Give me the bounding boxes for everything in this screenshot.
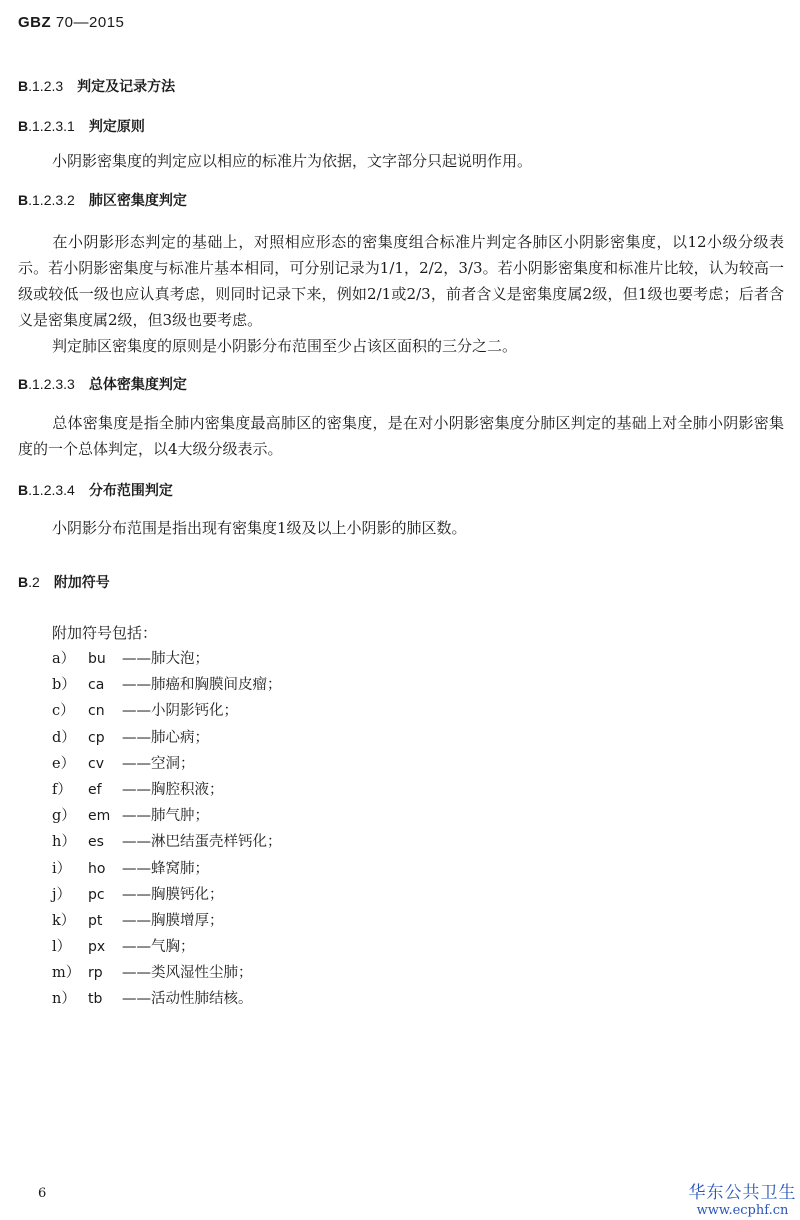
paragraph-judgment-principle (18, 148, 784, 174)
section-title: 肺区密集度判定 (88, 193, 187, 209)
symbol-description: ——气胸； (122, 939, 195, 956)
symbol-description: ——类风湿性尘肺； (122, 965, 253, 982)
symbol-description: ——胸腔积液； (122, 781, 224, 798)
list-item (52, 725, 282, 751)
paragraph-lung-zone-principle (18, 333, 784, 359)
symbol-description: ——活动性肺结核。 (122, 991, 253, 1008)
list-item (52, 829, 282, 855)
symbol-code: pt (88, 912, 103, 929)
symbol-code: rp (88, 965, 103, 982)
site-watermark (685, 1178, 800, 1218)
symbol-code: ho (88, 860, 106, 877)
symbol-description: ——肺癌和胸膜间皮瘤； (122, 677, 282, 694)
list-item-label: b） (52, 677, 76, 694)
section-prefix: B (18, 192, 29, 208)
symbol-code: tb (88, 991, 103, 1008)
symbol-description: ——胸膜钙化； (122, 886, 224, 903)
list-item (52, 960, 282, 986)
paragraph-text: 小阴影密集度的判定应以相应的标准片为依据，文字部分只起说明作用。 (52, 152, 533, 170)
symbol-description: ——小阴影钙化； (122, 703, 238, 720)
paragraph-text: 判定肺区密集度的原则是小阴影分布范围至少占该区面积的三分之二。 (52, 337, 518, 355)
symbol-code: cp (88, 729, 105, 746)
section-prefix: B (18, 376, 29, 392)
document-header (18, 14, 124, 31)
section-title: 判定原则 (88, 119, 145, 135)
list-item-label: e） (52, 755, 76, 772)
symbol-code: pc (88, 886, 105, 903)
list-item (52, 751, 282, 777)
section-heading-1-2-3-1: B.1.2.3.1 判定原则 (18, 118, 145, 135)
section-number: 2 (32, 574, 40, 590)
watermark-url: www.ecphf.cn (696, 1203, 789, 1218)
symbol-code: px (88, 939, 106, 956)
standard-code: GBZ (18, 14, 52, 31)
list-item-label: n） (52, 991, 76, 1008)
list-item (52, 908, 282, 934)
symbol-description: ——淋巴结蛋壳样钙化； (122, 834, 282, 851)
section-heading-1-2-3-3: B.1.2.3.3 总体密集度判定 (18, 376, 187, 393)
list-item-label: d） (52, 729, 76, 746)
symbol-description: ——胸膜增厚； (122, 912, 224, 929)
symbol-code: em (88, 808, 111, 825)
section-title: 分布范围判定 (88, 483, 173, 499)
section-prefix: B (18, 78, 29, 94)
standard-number: 70—2015 (55, 14, 125, 31)
list-item-label: k） (52, 912, 76, 929)
section-prefix: B (18, 574, 29, 590)
list-item (52, 986, 282, 1012)
list-item-label: a） (52, 651, 76, 667)
list-item (52, 698, 282, 724)
section-number: 1.2.3.2 (32, 192, 75, 208)
paragraph-text: 小阴影分布范围是指出现有密集度1级及以上小阴影的肺区数。 (52, 519, 467, 537)
paragraph-symbols-intro (52, 620, 752, 646)
paragraph-text: 附加符号包括： (52, 624, 158, 642)
symbol-code: cn (88, 703, 105, 720)
list-item (52, 934, 282, 960)
paragraph-overall-density (18, 410, 784, 462)
list-item-label: f） (52, 781, 72, 798)
watermark-site-name: 华东公共卫生 (688, 1183, 797, 1203)
list-item (52, 856, 282, 882)
symbol-code: es (88, 834, 104, 851)
section-number: 1.2.3.1 (32, 118, 75, 134)
list-item-label: j） (52, 886, 71, 903)
section-heading-1-2-3-4: B.1.2.3.4 分布范围判定 (18, 482, 173, 499)
list-item-label: m） (52, 965, 81, 982)
list-item-label: i） (52, 860, 72, 877)
list-item (52, 882, 282, 908)
section-heading-1-2-3: B.1.2.3 判定及记录方法 (18, 78, 176, 95)
symbol-description: ——蜂窝肺； (122, 860, 209, 877)
paragraph-distribution-range (18, 515, 784, 541)
section-number: 1.2.3 (32, 78, 64, 94)
list-item-label: g） (52, 808, 76, 825)
section-prefix: B (18, 118, 29, 134)
symbol-description: ——肺大泡； (122, 651, 209, 667)
section-title: 总体密集度判定 (88, 377, 187, 393)
section-number: 1.2.3.4 (32, 482, 75, 498)
section-heading-1-2-3-2: B.1.2.3.2 肺区密集度判定 (18, 192, 187, 209)
section-title: 判定及记录方法 (77, 79, 176, 95)
list-item (52, 646, 282, 672)
paragraph-text: 在小阴影形态判定的基础上，对照相应形态的密集度组合标准片判定各肺区小阴影密集度，以12小级分级表示。若小阴影密集度与标准片基本相同，可分别记录为1/1，2/2，3/3。若小阴影密集度和标准片比较，认为较高一级或较低一级也应认真考虑，则同时记录下来，例如2/1或2/3，前者含义是密集度属2级，但1级也要考虑；后者含义是密集度属2级，但3级也要考虑。 (18, 233, 784, 329)
list-item (52, 803, 282, 829)
section-heading-b-2: B.2 附加符号 (18, 574, 110, 591)
symbol-description: ——空洞； (122, 755, 195, 772)
symbol-code: bu (88, 651, 106, 667)
symbol-code: cv (88, 755, 104, 772)
section-title: 附加符号 (53, 575, 110, 591)
list-item-label: c） (52, 703, 75, 720)
symbol-code: ca (88, 677, 105, 694)
symbol-description: ——肺心病； (122, 729, 209, 746)
page-number: 6 (38, 1186, 47, 1201)
symbol-code: ef (88, 781, 102, 798)
symbol-description: ——肺气肿； (122, 808, 209, 825)
paragraph-lung-zone-density (18, 229, 784, 333)
list-item (52, 777, 282, 803)
list-item-label: l） (52, 939, 72, 956)
section-number: 1.2.3.3 (32, 376, 75, 392)
symbol-list (52, 646, 282, 1013)
list-item-label: h） (52, 834, 76, 851)
list-item (52, 672, 282, 698)
section-prefix: B (18, 482, 29, 498)
paragraph-text: 总体密集度是指全肺内密集度最高肺区的密集度，是在对小阴影密集度分肺区判定的基础上对全肺小阴影密集度的一个总体判定，以4大级分级表示。 (18, 414, 784, 458)
